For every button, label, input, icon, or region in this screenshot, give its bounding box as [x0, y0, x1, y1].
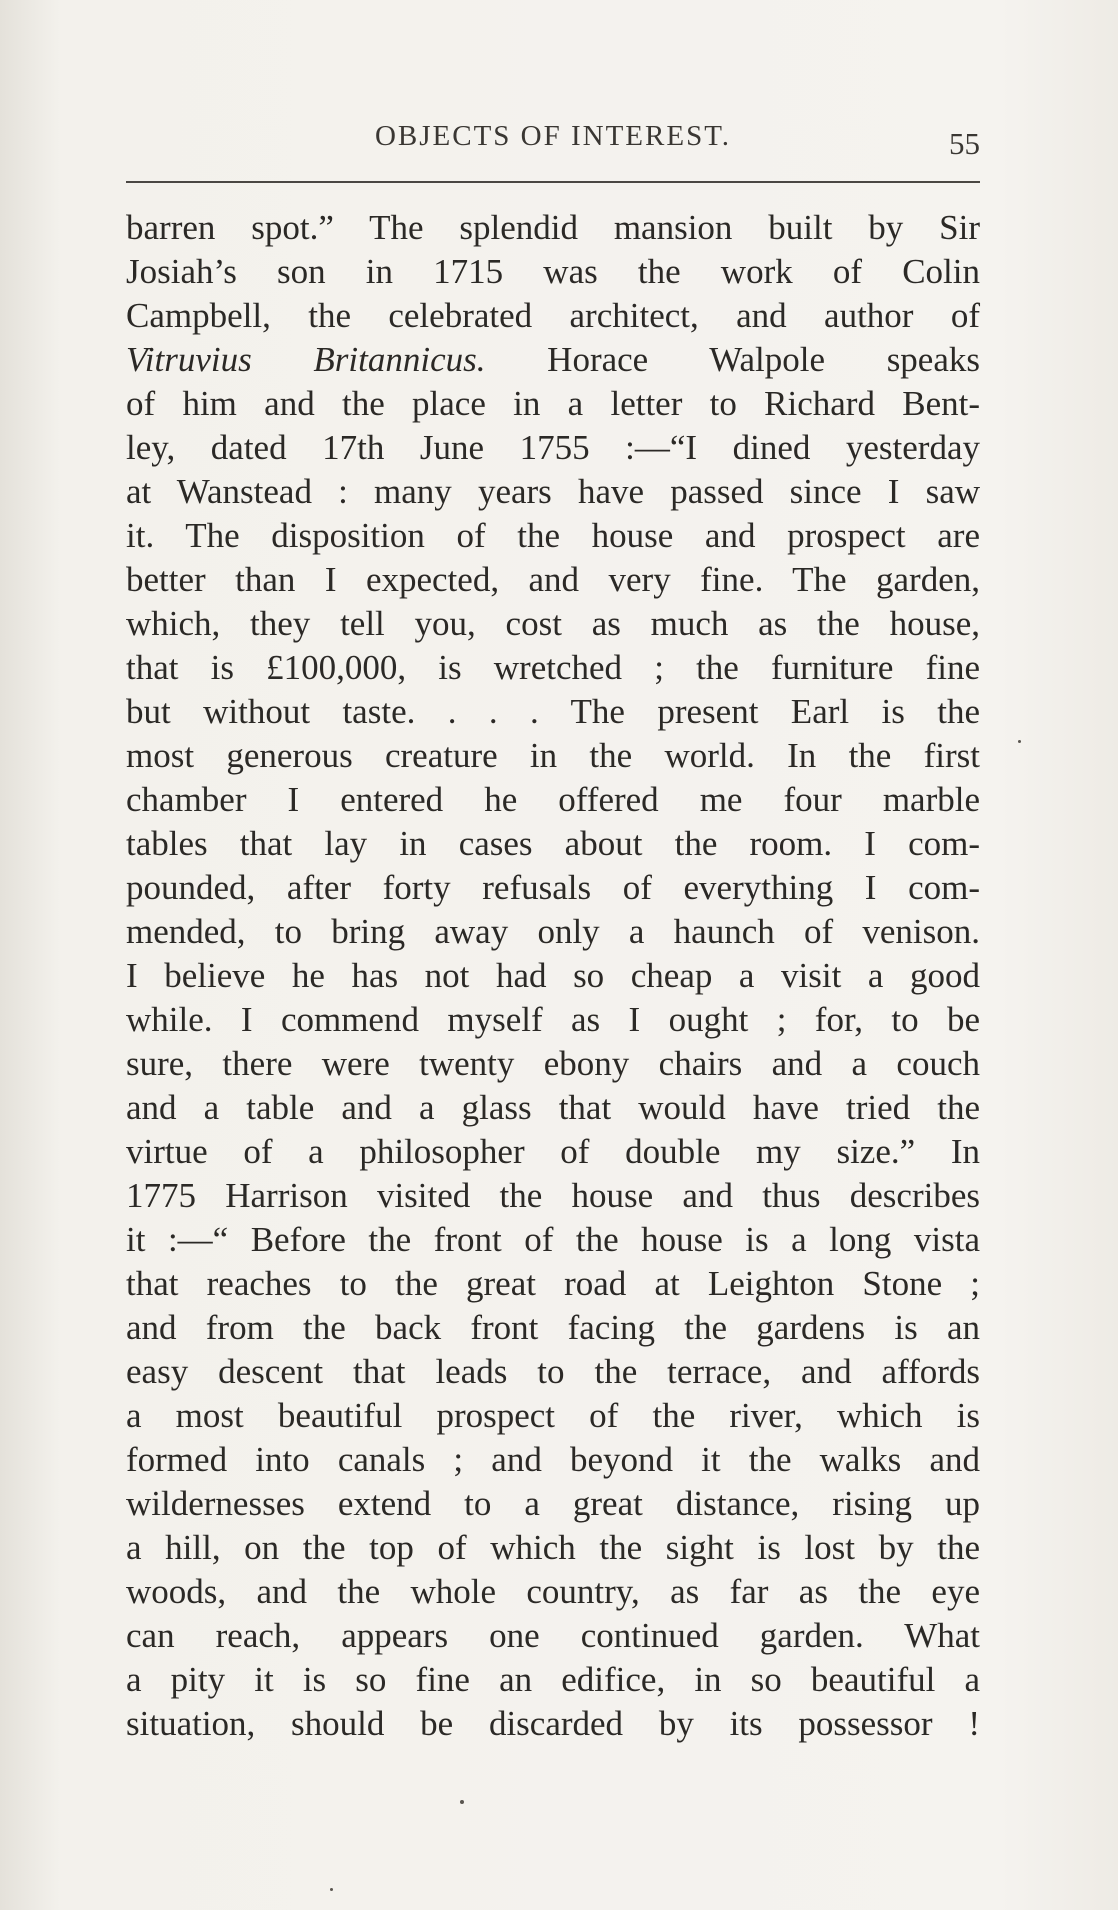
text-line: woods, and the whole country, as far as the eye — [126, 1572, 980, 1611]
text-line: most generous creature in the world. In the first — [126, 736, 980, 775]
text-line: chamber I entered he offered me four marble — [126, 780, 980, 819]
text-line: while. I commend myself as I ought ; for, to be — [126, 1000, 980, 1039]
text-line: which, they tell you, cost as much as the house, — [126, 604, 980, 643]
text-line: but without taste. . . . The present Earl is the — [126, 692, 980, 731]
text-line: mended, to bring away only a haunch of venison. — [126, 912, 980, 951]
text-line: easy descent that leads to the terrace, and affords — [126, 1352, 980, 1391]
paper-speck — [1018, 740, 1021, 743]
text-line: wildernesses extend to a great distance, rising up — [126, 1484, 980, 1523]
text-line: it :—“ Before the front of the house is a long vista — [126, 1220, 980, 1259]
text-line: barren spot.” The splendid mansion built by Sir — [126, 208, 980, 247]
text-line: Campbell, the celebrated architect, and author of — [126, 296, 980, 335]
text-line: 1775 Harrison visited the house and thus describes — [126, 1176, 980, 1215]
text-line: that is £100,000, is wretched ; the furniture fine — [126, 648, 980, 687]
text-line: can reach, appears one continued garden. What — [126, 1616, 980, 1655]
text-line: formed into canals ; and beyond it the walks and — [126, 1440, 980, 1479]
text-line: a pity it is so fine an edifice, in so beautiful a — [126, 1660, 980, 1699]
book-title: Vitruvius Britannicus. — [126, 340, 486, 379]
text-line: virtue of a philosopher of double my size.” In — [126, 1132, 980, 1171]
page-number: 55 — [949, 126, 980, 161]
text-line: Josiah’s son in 1715 was the work of Colin — [126, 252, 980, 291]
text-line: a hill, on the top of which the sight is lost by the — [126, 1528, 980, 1567]
text-line: ley, dated 17th June 1755 :—“I dined yesterday — [126, 428, 980, 467]
paper-speck — [330, 1888, 333, 1891]
page-header — [126, 116, 980, 166]
body-text — [126, 206, 980, 1746]
text-line: and a table and a glass that would have tried the — [126, 1088, 980, 1127]
text-line: situation, should be discarded by its possessor ! — [126, 1704, 980, 1743]
text-line: I believe he has not had so cheap a visit a good — [126, 956, 980, 995]
text-line: sure, there were twenty ebony chairs and a couch — [126, 1044, 980, 1083]
text-line: tables that lay in cases about the room. I com- — [126, 824, 980, 863]
text-line: of him and the place in a letter to Richard Bent- — [126, 384, 980, 423]
header-rule — [126, 181, 980, 183]
text-line: that reaches to the great road at Leighton Stone ; — [126, 1264, 980, 1303]
text-line: a most beautiful prospect of the river, which is — [126, 1396, 980, 1435]
text-line: at Wanstead : many years have passed since I saw — [126, 472, 980, 511]
text-line: Vitruvius Britannicus. Horace Walpole speaks — [126, 340, 981, 379]
text-line: better than I expected, and very fine. The garden, — [126, 560, 980, 599]
text-line: and from the back front facing the gardens is an — [126, 1308, 980, 1347]
paper-speck — [460, 1800, 464, 1804]
running-head: OBJECTS OF INTEREST. — [374, 120, 732, 152]
text-line: pounded, after forty refusals of everything I com- — [126, 868, 980, 907]
text-line: it. The disposition of the house and prospect are — [126, 516, 980, 555]
